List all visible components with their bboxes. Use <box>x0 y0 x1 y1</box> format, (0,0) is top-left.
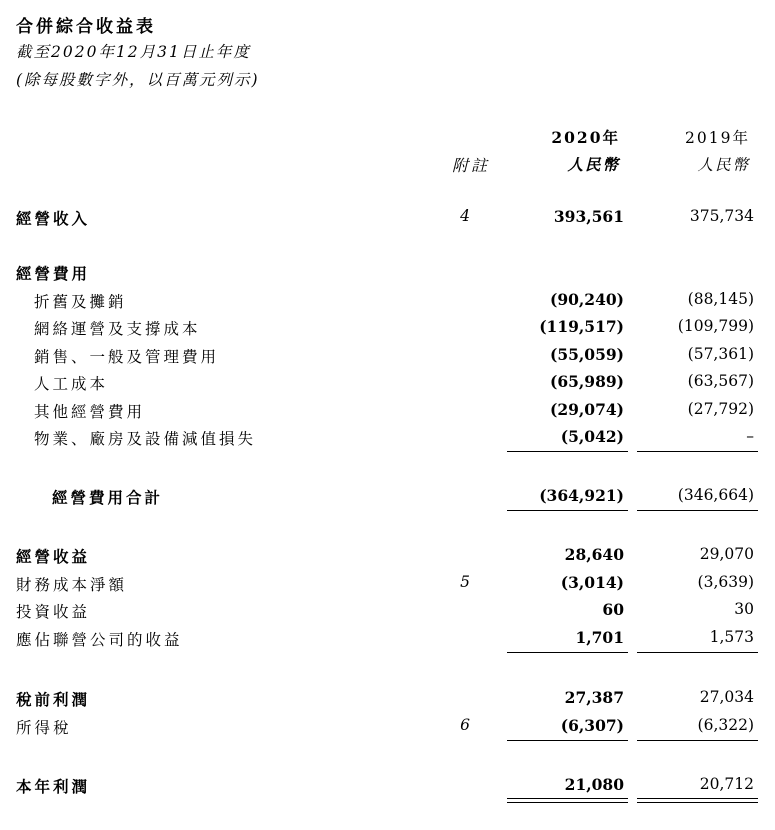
header-note: 附註 <box>451 156 490 175</box>
row-label-other-opex: 其他經營費用 <box>34 403 146 421</box>
row-value-2020-revenue: 393,561 <box>553 207 624 226</box>
row-label-revenue: 經營收入 <box>16 209 91 228</box>
row-label-tax: 所得稅 <box>16 719 72 737</box>
row-value-2019-op-income: 29,070 <box>699 545 754 563</box>
row-value-2019-impairment: – <box>746 427 754 445</box>
double-rule-top-2020 <box>507 798 628 799</box>
row-value-2020-pretax: 27,387 <box>564 688 624 707</box>
row-value-2019-revenue: 375,734 <box>689 207 754 225</box>
row-value-2020-other-opex: (29,074) <box>550 400 624 419</box>
row-note-tax: 6 <box>460 716 470 734</box>
row-label-op-income: 經營收益 <box>16 547 91 566</box>
row-value-2020-impairment: (5,042) <box>560 427 624 446</box>
row-label-impairment: 物業、廠房及設備減值損失 <box>34 430 257 448</box>
double-rule-bottom-2020 <box>507 802 628 803</box>
row-value-2019-sga: (57,361) <box>687 345 754 363</box>
row-value-2020-finance: (3,014) <box>560 573 624 592</box>
row-value-2019-tax: (6,322) <box>697 716 754 734</box>
double-rule-bottom-2019 <box>637 802 758 803</box>
row-label-finance: 財務成本淨額 <box>16 576 128 594</box>
row-value-2019-depreciation: (88,145) <box>687 290 754 308</box>
total-rule-2019 <box>637 510 758 511</box>
row-value-2020-sga: (55,059) <box>550 345 624 364</box>
pretax-rule-2019 <box>637 652 758 653</box>
row-note-finance: 5 <box>460 573 470 591</box>
row-label-opex-heading: 經營費用 <box>16 264 91 283</box>
row-label-depreciation: 折舊及攤銷 <box>34 293 127 311</box>
row-label-network: 網絡運營及支撐成本 <box>34 320 201 338</box>
subtotal-rule-2019 <box>637 451 758 452</box>
tax-rule-2019 <box>637 740 758 741</box>
header-year-2020: 2020年 <box>551 128 620 147</box>
row-note-revenue: 4 <box>460 207 470 225</box>
statement-period: 截至2020年12月31日止年度 <box>16 43 251 61</box>
row-value-2019-total-opex: (346,664) <box>677 486 754 504</box>
statement-title: 合併綜合收益表 <box>16 17 156 37</box>
tax-rule-2020 <box>507 740 628 741</box>
double-rule-top-2019 <box>637 798 758 799</box>
row-value-2019-associates: 1,573 <box>709 628 754 646</box>
pretax-rule-2020 <box>507 652 628 653</box>
row-value-2019-pretax: 27,034 <box>699 688 754 706</box>
row-label-sga: 銷售、一般及管理費用 <box>34 348 220 366</box>
header-currency-2020: 人民幣 <box>567 155 620 174</box>
row-value-2020-staff: (65,989) <box>550 372 624 391</box>
row-value-2020-total-opex: (364,921) <box>539 486 624 505</box>
row-value-2020-depreciation: (90,240) <box>550 290 624 309</box>
row-label-staff: 人工成本 <box>34 375 109 393</box>
row-value-2020-op-income: 28,640 <box>564 545 624 564</box>
row-value-2019-net-profit: 20,712 <box>699 775 754 793</box>
row-value-2019-finance: (3,639) <box>697 573 754 591</box>
header-year-2019: 2019年 <box>685 129 750 147</box>
row-value-2019-other-opex: (27,792) <box>687 400 754 418</box>
row-value-2020-tax: (6,307) <box>560 716 624 735</box>
row-value-2019-network: (109,799) <box>677 317 754 335</box>
row-value-2020-network: (119,517) <box>539 317 624 336</box>
row-value-2020-associates: 1,701 <box>575 628 624 647</box>
row-value-2020-net-profit: 21,080 <box>564 775 624 794</box>
subtotal-rule-2020 <box>507 451 628 452</box>
row-label-total-opex: 經營費用合計 <box>52 488 164 507</box>
statement-unit-note: (除每股數字外，以百萬元列示) <box>16 71 260 89</box>
header-currency-2019: 人民幣 <box>697 156 750 174</box>
row-value-2019-investment: 30 <box>734 600 754 618</box>
row-value-2020-investment: 60 <box>602 600 624 619</box>
row-label-investment: 投資收益 <box>16 603 91 621</box>
row-label-associates: 應佔聯營公司的收益 <box>16 631 183 649</box>
row-label-pretax: 稅前利潤 <box>16 690 91 709</box>
row-label-net-profit: 本年利潤 <box>16 777 91 796</box>
row-value-2019-staff: (63,567) <box>687 372 754 390</box>
total-rule-2020 <box>507 510 628 511</box>
